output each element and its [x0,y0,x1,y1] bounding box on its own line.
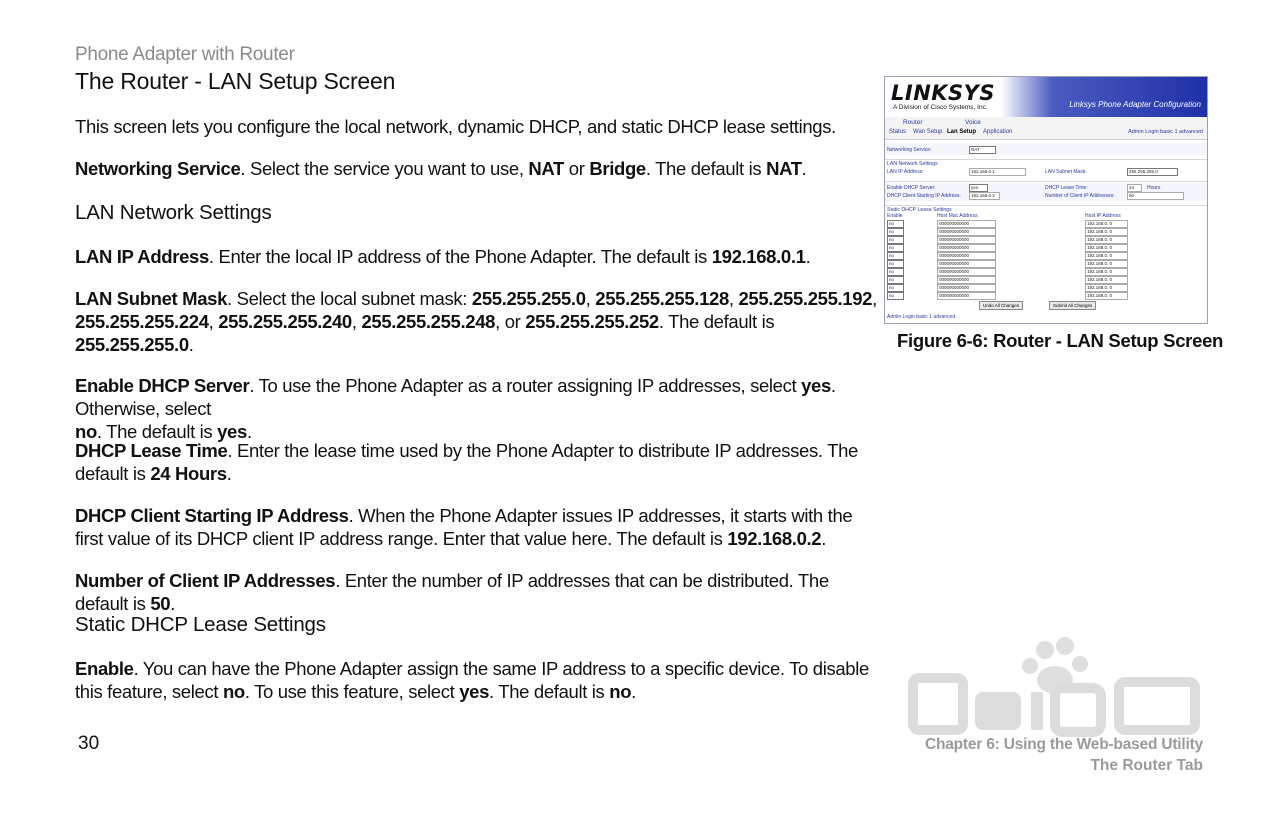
lan-settings-label: LAN Network Settings [887,161,938,167]
term: Networking Service [75,158,241,179]
footer-chapter: Chapter 6: Using the Web-based Utility [924,736,1203,753]
column-enable: Enable [887,213,903,219]
product-title: Linksys Phone Adapter Configuration [1069,100,1201,109]
term: Number of Client IP Addresses [75,570,336,591]
figure-tab-bar [885,117,1207,140]
section-label: Phone Adapter with Router [75,44,295,65]
subtab-status: Status [889,129,907,135]
mask-option: 255.255.255.0 [471,288,586,309]
text: . To use the Phone Adapter as a router assigning IP addresses, select [249,375,802,396]
static-mac-input: 000000000000 [937,244,996,252]
default-value: 24 Hours [150,463,227,484]
term: LAN Subnet Mask [75,288,228,309]
page-number: 30 [78,733,100,754]
enable-dhcp-paragraph [75,374,885,443]
footer-tab: The Router Tab [1090,757,1203,774]
value: no [222,681,245,702]
text: or [564,158,590,179]
lan-ip-input: 192.168.0.1 [969,168,1026,176]
default-value: yes [217,421,247,442]
static-lease-label: Static DHCP Lease Settings [887,207,952,213]
footer-links: Admin Login basic 1 advanced [887,314,956,320]
term: LAN IP Address [75,246,209,267]
static-mac-input: 000000000000 [937,236,996,244]
term: Enable [75,658,134,679]
networking-service-select: NAT [969,146,996,154]
static-ip-input: 192.168.0. 0 [1085,220,1128,228]
enable-dhcp-label: Enable DHCP Server: [887,185,936,191]
text: . Select the service you want to use, [240,158,529,179]
intro-paragraph: This screen lets you configure the local network, dynamic DHCP, and static DHCP lease settings. [75,116,836,137]
default-value: NAT [766,158,802,179]
default-value: no [609,681,632,702]
num-clients-input: 50 [1127,192,1184,200]
text: , [872,288,877,309]
default-value: 50 [150,593,171,614]
submit-changes-button: Submit All Changes [1049,301,1096,310]
tab-router: Router [903,119,923,126]
text: . Otherwise, select [75,375,836,419]
text: . The default is [658,311,775,332]
client-start-label: DHCP Client Starting IP Address: [887,193,961,199]
lease-time-unit: Hours [1147,185,1161,191]
enable-dhcp-select: yes [969,184,988,192]
text: . Select the local subnet mask: [227,288,472,309]
term: DHCP Lease Time [75,440,228,461]
text: . [821,528,827,549]
undo-changes-button: Undo All Changes [979,301,1023,310]
enable-static-paragraph [75,657,885,703]
text: . Enter the local IP address of the Phone Adapter. The default is [208,246,712,267]
static-dhcp-heading: Static DHCP Lease Settings [75,613,326,636]
default-value: 192.168.0.2 [727,528,822,549]
value: no [75,421,97,442]
static-ip-input: 192.168.0. 0 [1085,292,1128,300]
text: , [208,311,219,332]
client-start-input: 192.168.0.2 [969,192,1000,200]
static-mac-input: 000000000000 [937,284,996,292]
static-mac-input: 000000000000 [937,276,996,284]
static-enable-select: no [887,260,904,268]
lan-subnet-mask-paragraph [75,287,885,356]
static-mac-input: 000000000000 [937,228,996,236]
value: NAT [528,158,565,179]
text: . The default is [96,421,218,442]
admin-links: Admin Login basic 1 advanced [1128,129,1203,135]
num-clients-paragraph [75,569,885,615]
static-ip-input: 192.168.0. 0 [1085,236,1128,244]
static-enable-select: no [887,244,904,252]
static-enable-select: no [887,236,904,244]
static-enable-select: no [887,252,904,260]
text: . [226,463,232,484]
static-enable-select: no [887,292,904,300]
default-value: 192.168.0.1 [711,246,806,267]
text: . The default is [489,681,610,702]
text: , or [495,311,526,332]
static-enable-select: no [887,276,904,284]
mask-option: 255.255.255.252 [525,311,659,332]
static-mac-input: 000000000000 [937,268,996,276]
networking-service-label: Networking Service: [887,147,932,153]
figure-caption: Figure 6-6: Router - LAN Setup Screen [897,330,1224,351]
text: . [805,246,811,267]
subtab-lan-setup: Lan Setup [947,129,977,135]
static-ip-input: 192.168.0. 0 [1085,244,1128,252]
linksys-logo-subtitle: A Division of Cisco Systems, Inc. [893,104,988,111]
static-enable-select: no [887,228,904,236]
mask-option: 255.255.255.224 [75,311,209,332]
text: . To use this feature, select [244,681,460,702]
page-title: The Router - LAN Setup Screen [75,68,396,94]
text: . [170,593,176,614]
static-ip-input: 192.168.0. 0 [1085,260,1128,268]
subtab-application: Application [983,129,1013,135]
term: DHCP Client Starting IP Address [75,505,349,526]
text: . When the Phone Adapter issues IP addresses, it starts with the first value of its DHCP client IP address range. Enter that value here. The default is [75,505,853,549]
text: . Enter the lease time used by the Phone Adapter to distribute IP addresses. The default is [75,440,858,484]
text: , [351,311,362,332]
text: . [188,334,194,355]
text: . [801,158,807,179]
static-ip-input: 192.168.0. 0 [1085,252,1128,260]
linksys-logo: LINKSYS [891,81,995,105]
static-ip-input: 192.168.0. 0 [1085,228,1128,236]
num-clients-label: Number of Client IP Addresses: [1045,193,1115,199]
lan-mask-select: 255.255.255.0 [1127,168,1178,176]
lan-ip-label: LAN IP Address: [887,169,924,175]
column-ip: Host IP Address [1085,213,1121,219]
text: , [585,288,596,309]
mask-option: 255.255.255.240 [218,311,352,332]
term: Enable DHCP Server [75,375,250,396]
static-mac-input: 000000000000 [937,252,996,260]
dhcp-client-start-paragraph [75,504,885,550]
value: Bridge [589,158,646,179]
mask-option: 255.255.255.192 [738,288,873,309]
static-mac-input: 000000000000 [937,260,996,268]
dhcp-lease-time-paragraph [75,439,885,485]
mask-option: 255.255.255.128 [595,288,729,309]
default-value: 255.255.255.0 [75,334,189,355]
static-enable-select: no [887,284,904,292]
subtab-wan-setup: Wan Setup [913,129,943,135]
figure-banner [885,77,1207,117]
static-ip-input: 192.168.0. 0 [1085,284,1128,292]
text: . The default is [645,158,767,179]
lan-ip-paragraph [75,245,885,268]
lease-time-label: DHCP Lease Time: [1045,185,1088,191]
lan-network-heading: LAN Network Settings [75,201,272,224]
value: yes [459,681,490,702]
tab-voice: Voice [965,119,981,126]
text: . Enter the number of IP addresses that can be distributed. The default is [75,570,829,614]
networking-service-paragraph [75,157,885,180]
figure-screenshot [884,76,1208,324]
value: yes [801,375,831,396]
static-ip-input: 192.168.0. 0 [1085,276,1128,284]
static-ip-input: 192.168.0. 0 [1085,268,1128,276]
lease-time-input: 24 [1127,184,1142,192]
static-enable-select: no [887,220,904,228]
mask-option: 255.255.255.248 [361,311,496,332]
text: . [246,421,252,442]
static-mac-input: 000000000000 [937,220,996,228]
static-mac-input: 000000000000 [937,292,996,300]
text: . You can have the Phone Adapter assign the same IP address to a specific device. To disable this feature, select [75,658,869,702]
column-mac: Host Mac Address [937,213,978,219]
text: . [631,681,636,702]
text: , [728,288,739,309]
lan-mask-label: LAN Subnet Mask: [1045,169,1087,175]
static-enable-select: no [887,268,904,276]
